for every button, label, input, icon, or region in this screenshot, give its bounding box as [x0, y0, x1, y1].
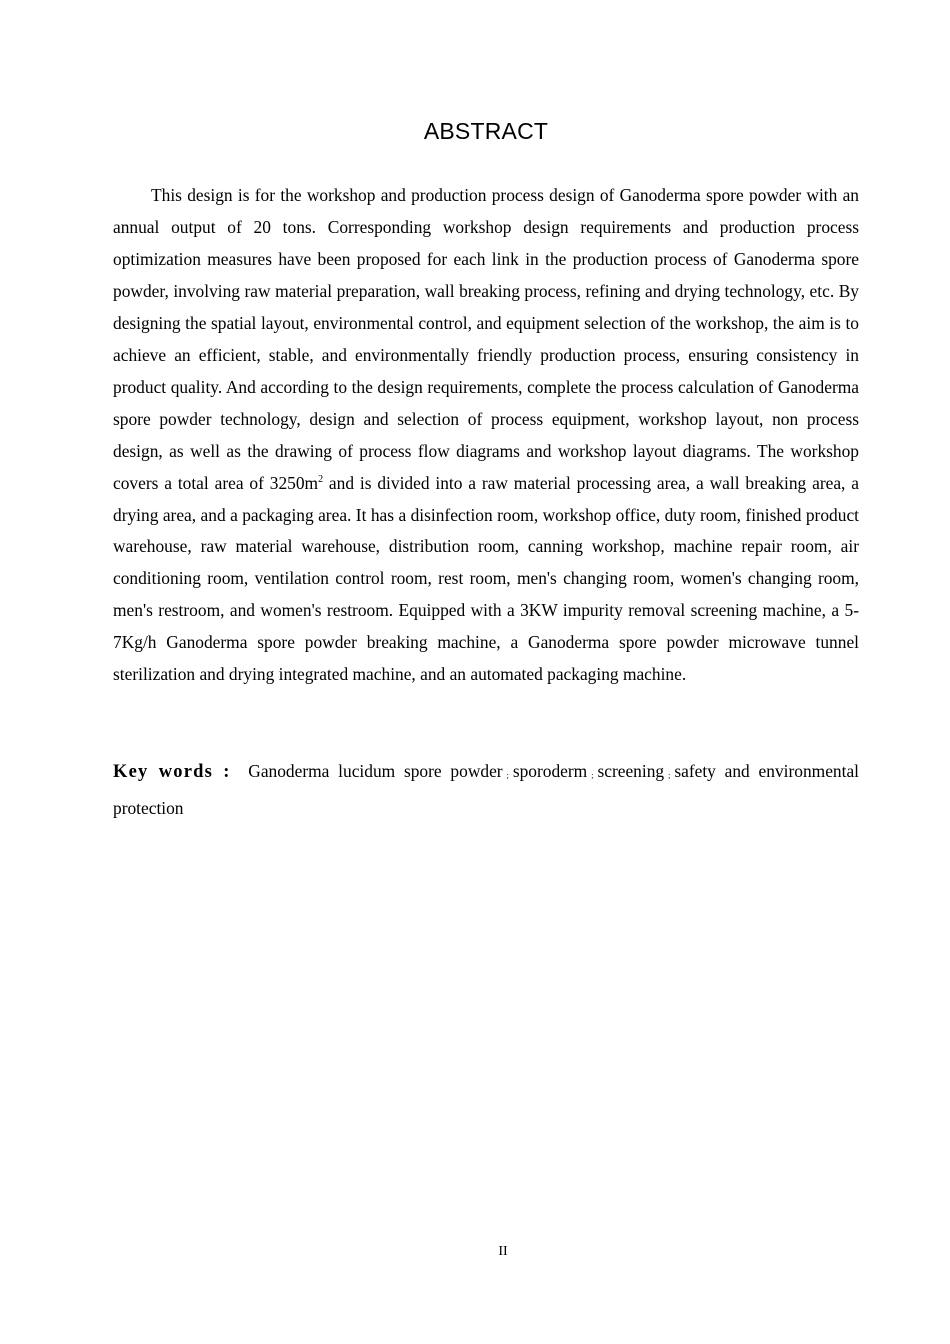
keyword-separator: ;	[668, 771, 671, 780]
page-title: ABSTRACT	[423, 118, 549, 144]
keywords-label: Key words :	[113, 762, 231, 782]
keyword-item: safety and environmental protection	[113, 761, 859, 818]
keyword-separator: ;	[591, 771, 594, 780]
abstract-paragraph	[113, 180, 859, 691]
abstract-text-part-1: This design is for the workshop and production process design of Ganoderma spore powder with an annual output of 20 tons. Corresponding workshop design requirements and production process optimization measures have been proposed for each link in the production process of Ganoderma spore powder, involving raw material preparation, wall breaking process, refining and drying technology, etc. By designing the spatial layout, environmental control, and equipment selection of the workshop, the aim is to achieve an efficient, stable, and environmentally friendly production process, ensuring consistency in product quality. And according to the design requirements, complete the process calculation of Ganoderma spore powder technology, design and selection of process equipment, workshop layout, non process design, as well as the drawing of process flow diagrams and workshop layout diagrams. The workshop covers a total area of 3250m	[113, 185, 859, 493]
keyword-item: sporoderm	[512, 761, 588, 781]
keywords-line	[113, 755, 859, 824]
page-number: II	[498, 1244, 508, 1259]
keyword-separator: ;	[506, 771, 509, 780]
keyword-item: Ganoderma lucidum spore powder	[248, 761, 503, 781]
abstract-text-part-2: and is divided into a raw material processing area, a wall breaking area, a drying area, and a packaging area. It has a disinfection room, workshop office, duty room, finished product warehouse, raw material warehouse, distribution room, canning workshop, machine repair room, air conditioning room, ventilation control room, rest room, men's changing room, women's changing room, men's restroom, and women's restroom. Equipped with a 3KW impurity removal screening machine, a 5-7Kg/h Ganoderma spore powder breaking machine, a Ganoderma spore powder microwave tunnel sterilization and drying integrated machine, and an automated packaging machine.	[113, 472, 859, 685]
area-unit-superscript: 2	[318, 473, 324, 485]
keyword-item: screening	[597, 761, 665, 781]
